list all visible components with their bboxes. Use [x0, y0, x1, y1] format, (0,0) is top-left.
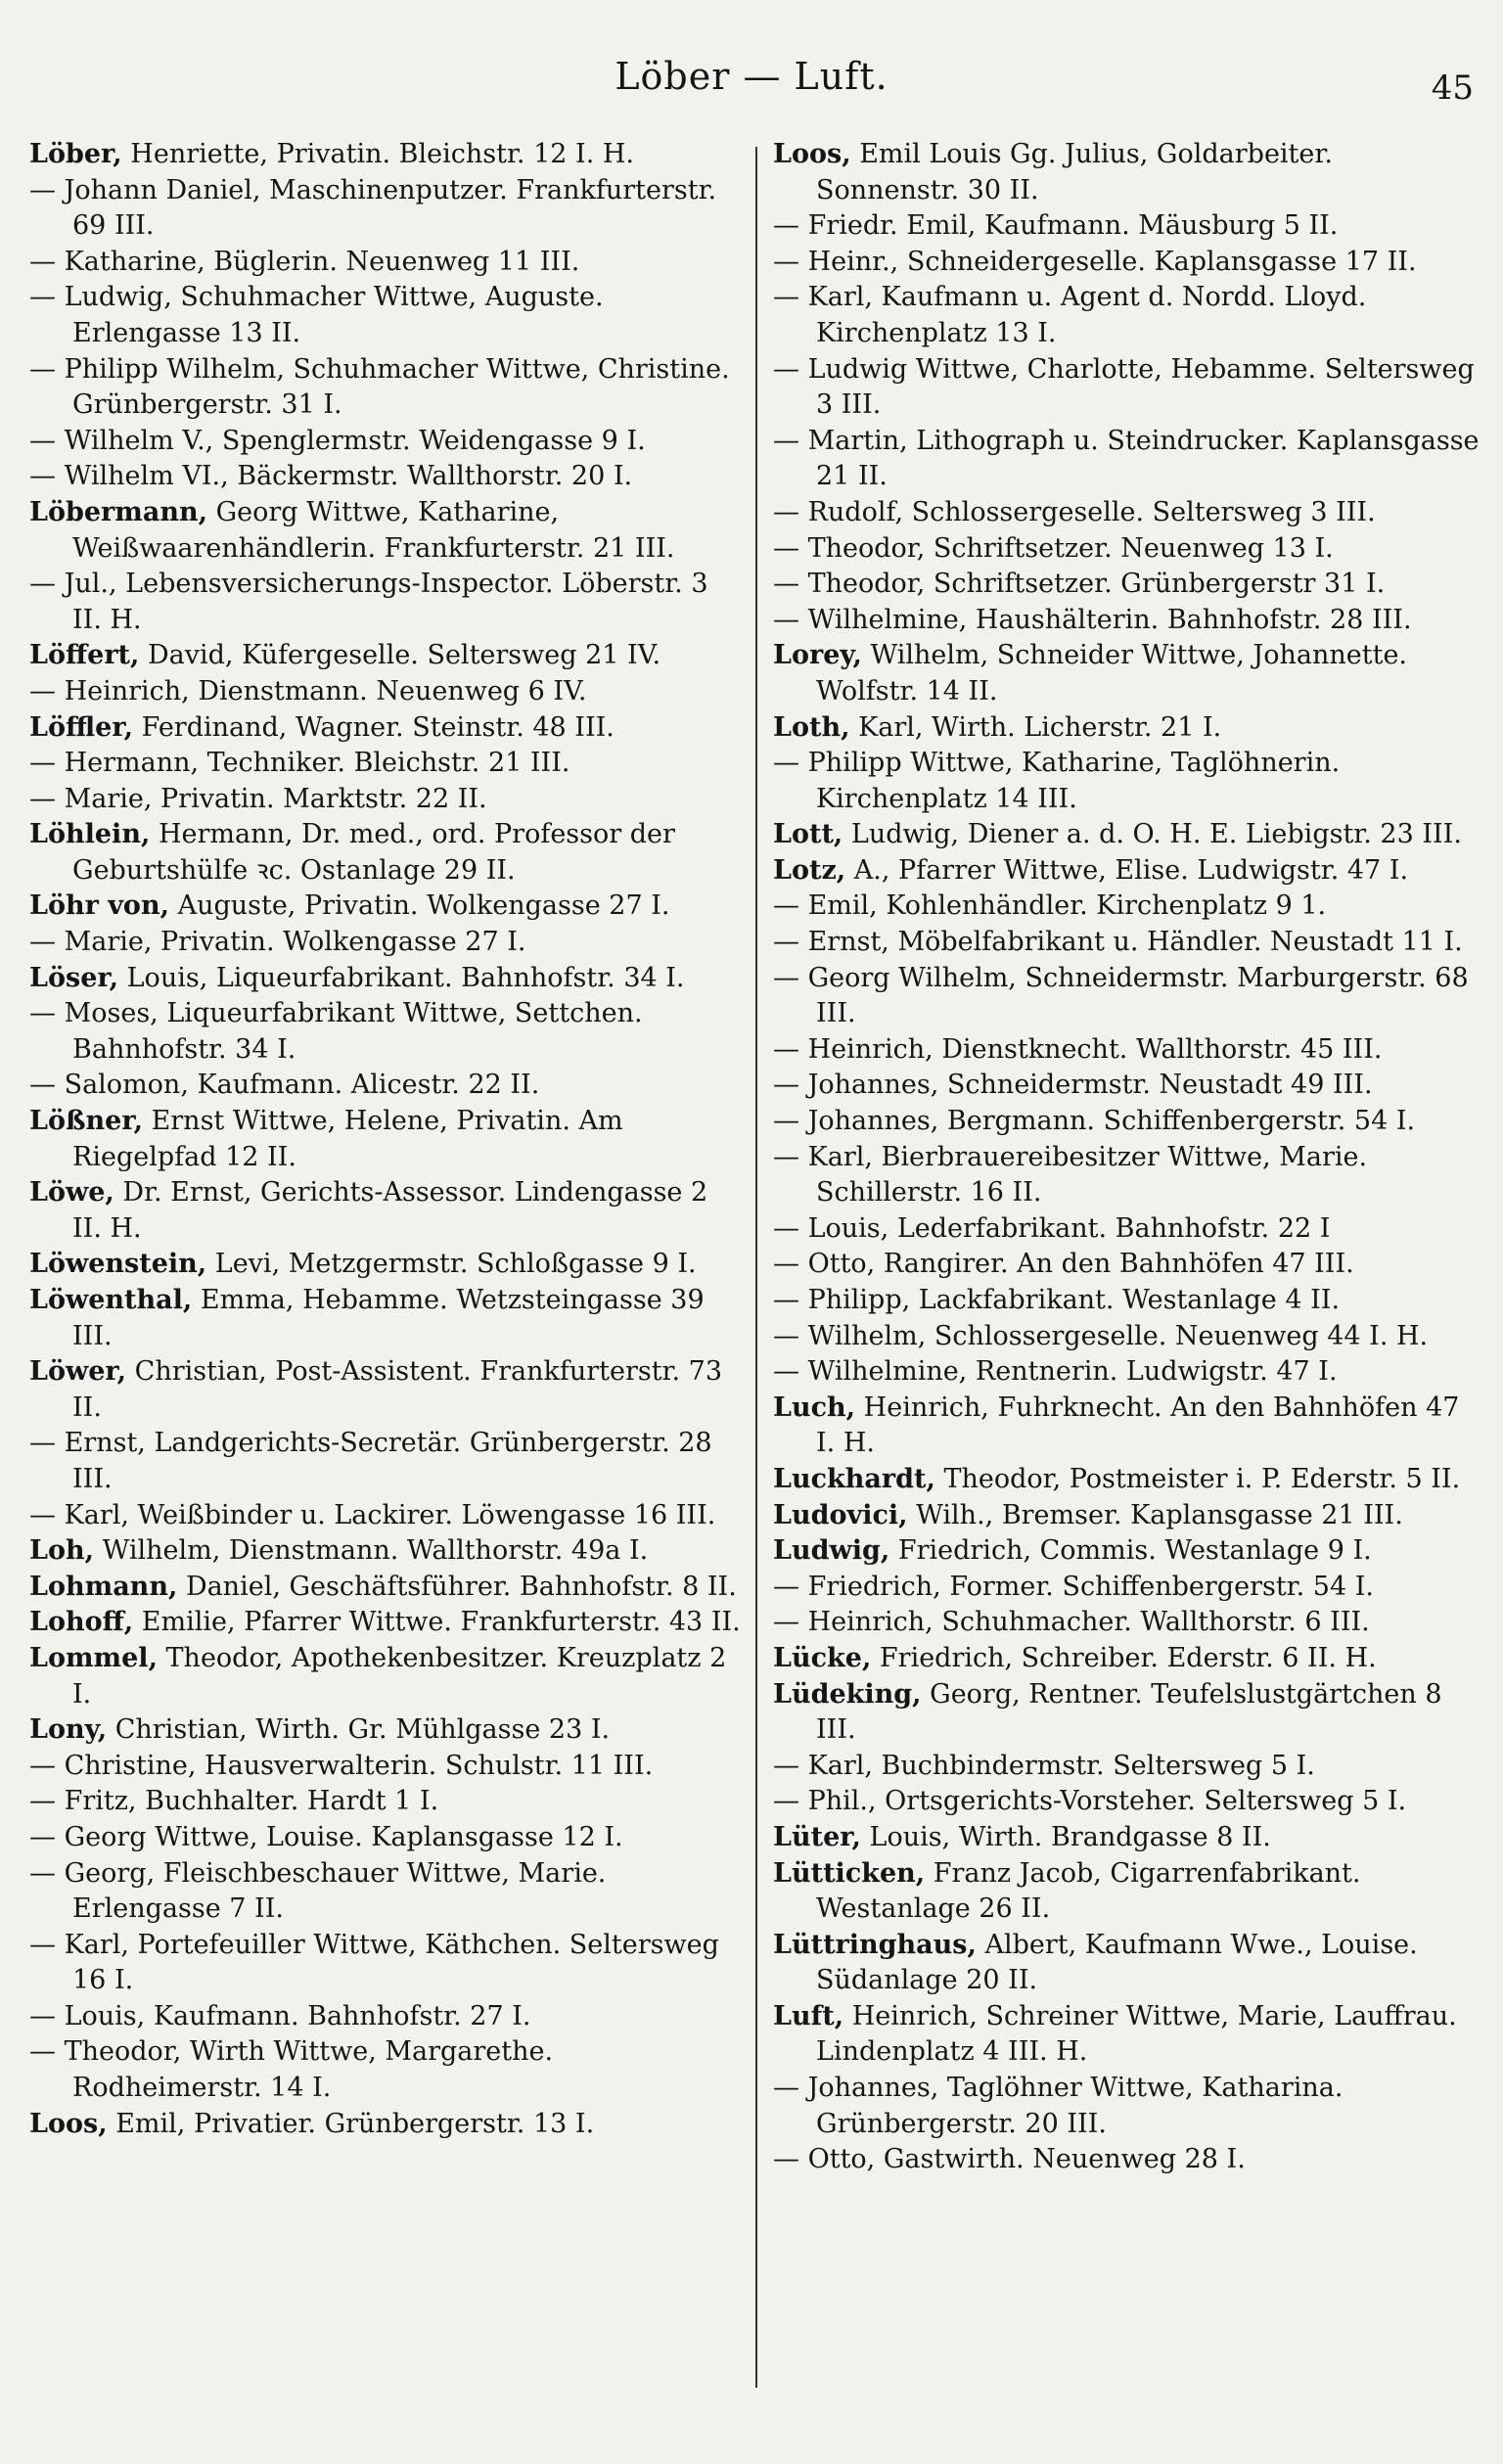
directory-entry: [773, 245, 1481, 281]
entry-details: — Wilhelmine, Haushälterin. Bahnhofstr. 28 III.: [773, 604, 1412, 635]
entry-surname: Lohmann,: [29, 1571, 178, 1602]
entry-details: — Heinrich, Dienstknecht. Wallthorstr. 45 III.: [773, 1033, 1383, 1065]
directory-entry: [773, 1283, 1481, 1319]
directory-entry: [773, 2071, 1481, 2142]
entry-details: Emil Louis Gg. Julius, Goldarbeiter. Sonnenstr. 30 II.: [816, 139, 1333, 205]
entry-details: Dr. Ernst, Gerichts-Assessor. Lindengasse 2 II. H.: [72, 1177, 708, 1244]
entry-surname: Löwe,: [29, 1177, 114, 1209]
directory-entry: [29, 137, 744, 173]
directory-entry: [773, 1104, 1481, 1140]
entry-details: Wilhelm, Schneider Wittwe, Johannette. Wolfstr. 14 II.: [816, 640, 1408, 707]
entry-surname: Löber,: [29, 139, 122, 169]
directory-entry: [773, 1570, 1481, 1606]
entry-details: — Heinr., Schneidergeselle. Kaplansgasse 17 II.: [773, 246, 1417, 277]
entry-surname: Lüdeking,: [773, 1678, 922, 1710]
directory-entry: [29, 1498, 744, 1534]
directory-entry: [773, 1211, 1481, 1248]
entry-details: — Theodor, Schriftsetzer. Grünbergerstr 31 I.: [773, 569, 1386, 600]
directory-entry: [773, 1749, 1481, 1785]
entry-details: Christian, Post-Assistent. Frankfurterstr. 73 II.: [72, 1356, 723, 1423]
entry-surname: Ludovici,: [773, 1499, 908, 1530]
entry-surname: Loth,: [773, 711, 850, 743]
directory-entry: [773, 1999, 1481, 2071]
entry-details: — Marie, Privatin. Wolkengasse 27 I.: [29, 927, 526, 958]
entry-details: — Johannes, Schneidermstr. Neustadt 49 III.: [773, 1070, 1373, 1101]
entry-details: Ludwig, Diener a. d. O. H. E. Liebigstr. 23 III.: [843, 819, 1462, 850]
directory-entry: [29, 1820, 744, 1856]
entry-details: — Hermann, Techniker. Bleichstr. 21 III.: [29, 748, 570, 779]
column-divider: [755, 147, 757, 2388]
directory-entry: [29, 746, 744, 782]
directory-entry: [773, 280, 1481, 351]
directory-entry: [773, 853, 1481, 890]
entry-details: Auguste, Privatin. Wolkengasse 27 I.: [168, 890, 670, 922]
entry-surname: Lüter,: [773, 1821, 861, 1852]
entry-details: — Emil, Kohlenhändler. Kirchenplatz 9 1.: [773, 890, 1327, 922]
directory-entry: [29, 1175, 744, 1247]
directory-entry: [773, 352, 1481, 424]
entry-details: Emma, Hebamme. Wetzsteingasse 39 III.: [72, 1285, 705, 1351]
directory-entry: [29, 1283, 744, 1354]
entry-details: Daniel, Geschäftsführer. Bahnhofstr. 8 II.: [177, 1571, 737, 1602]
entry-details: Henriette, Privatin. Bleichstr. 12 I. H.: [121, 139, 634, 169]
entry-details: — Salomon, Kaufmann. Alicestr. 22 II.: [29, 1070, 540, 1101]
entry-details: Ferdinand, Wagner. Steinstr. 48 III.: [132, 711, 615, 743]
directory-entry: [29, 817, 744, 889]
entry-surname: Lorey,: [773, 640, 862, 671]
directory-entry: [773, 531, 1481, 568]
entry-surname: Luft,: [773, 2000, 844, 2031]
directory-entry: [773, 889, 1481, 925]
entry-details: Emilie, Pfarrer Wittwe. Frankfurterstr. 43 II.: [133, 1607, 741, 1638]
entry-details: — Friedrich, Former. Schiffenbergerstr. 54 I.: [773, 1571, 1374, 1602]
entry-details: — Louis, Kaufmann. Bahnhofstr. 27 I.: [29, 2000, 531, 2031]
entry-details: — Heinrich, Schuhmacher. Wallthorstr. 6 III.: [773, 1607, 1370, 1638]
entry-surname: Ludwig,: [773, 1535, 890, 1567]
entry-details: Levi, Metzgermstr. Schloßgasse 9 I.: [206, 1249, 697, 1280]
directory-entry: [773, 603, 1481, 639]
directory-entry: [29, 1999, 744, 2035]
entry-details: — Fritz, Buchhalter. Hardt 1 I.: [29, 1786, 439, 1817]
directory-entry: [773, 1928, 1481, 1999]
directory-entry: [29, 173, 744, 245]
entry-details: Friedrich, Schreiber. Ederstr. 6 II. H.: [871, 1642, 1377, 1673]
entry-details: Heinrich, Fuhrknecht. An den Bahnhöfen 47 I. H.: [816, 1392, 1460, 1459]
directory-entry: [773, 2142, 1481, 2178]
directory-entry: [29, 1928, 744, 1999]
entry-details: Georg, Rentner. Teufelslustgärtchen 8 III.: [816, 1678, 1442, 1746]
directory-entry: [29, 996, 744, 1068]
entry-details: David, Küfergeselle. Seltersweg 21 IV.: [139, 640, 661, 671]
directory-entry: [773, 1391, 1481, 1462]
entry-details: Hermann, Dr. med., ord. Professor der Geburtshülfe ꝛc. Ostanlage 29 II.: [72, 819, 675, 886]
directory-entry: [29, 1749, 744, 1785]
directory-entry: [773, 710, 1481, 747]
entry-details: Theodor, Postmeister i. P. Ederstr. 5 II.: [934, 1463, 1461, 1494]
entry-surname: Lony,: [29, 1714, 108, 1746]
entry-details: — Katharine, Büglerin. Neuenweg 11 III.: [29, 246, 580, 277]
directory-entry: [29, 961, 744, 997]
entry-details: — Georg Wilhelm, Schneidermstr. Marburgerstr. 68 III.: [773, 962, 1469, 1029]
entry-details: — Johannes, Bergmann. Schiffenbergerstr. 54 I.: [773, 1106, 1416, 1137]
entry-details: — Philipp, Lackfabrikant. Westanlage 4 II.: [773, 1285, 1341, 1315]
running-head: Löber — Luft.: [615, 55, 888, 98]
page-header: [0, 47, 1503, 106]
entry-details: — Philipp Wittwe, Katharine, Taglöhnerin. Kirchenplatz 14 III.: [773, 748, 1341, 814]
entry-details: — Wilhelm, Schlossergeselle. Neuenweg 44 I. H.: [773, 1320, 1429, 1351]
entry-details: Emil, Privatier. Grünbergerstr. 13 I.: [107, 2108, 595, 2139]
directory-entry: [773, 1498, 1481, 1534]
entry-surname: Loos,: [773, 139, 851, 169]
directory-entry: [773, 1319, 1481, 1355]
directory-entry: [29, 2107, 744, 2143]
entry-details: Friedrich, Commis. Westanlage 9 I.: [889, 1535, 1372, 1567]
entry-details: — Karl, Buchbindermstr. Seltersweg 5 I.: [773, 1750, 1315, 1781]
entry-details: — Louis, Lederfabrikant. Bahnhofstr. 22 I: [773, 1212, 1331, 1244]
entry-details: — Ernst, Möbelfabrikant u. Händler. Neustadt 11 I.: [773, 927, 1463, 958]
entry-details: — Johannes, Taglöhner Wittwe, Katharina. Grünbergerstr. 20 III.: [773, 2073, 1344, 2139]
directory-entry: [773, 1856, 1481, 1928]
entry-details: Louis, Wirth. Brandgasse 8 II.: [860, 1821, 1271, 1852]
directory-entry: [29, 1856, 744, 1928]
directory-entry: [29, 1641, 744, 1712]
directory-entry: [29, 1605, 744, 1641]
entry-surname: Lohoff,: [29, 1607, 134, 1638]
entry-surname: Lößner,: [29, 1106, 143, 1137]
directory-entry: [29, 245, 744, 281]
directory-entry: [773, 208, 1481, 245]
directory-entry: [773, 1462, 1481, 1498]
entry-details: — Karl, Kaufmann u. Agent d. Nordd. Lloyd. Kirchenplatz 13 I.: [773, 282, 1367, 348]
directory-entry: [773, 961, 1481, 1032]
entry-details: — Otto, Gastwirth. Neuenweg 28 I.: [773, 2144, 1246, 2175]
directory-entry: [29, 495, 744, 567]
directory-entry: [773, 1820, 1481, 1856]
entry-surname: Lütticken,: [773, 1857, 926, 1889]
entry-surname: Lüttringhaus,: [773, 1929, 977, 1960]
directory-entry: [29, 674, 744, 710]
directory-entry: [29, 782, 744, 818]
entry-surname: Löffler,: [29, 711, 133, 743]
directory-entry: [773, 1068, 1481, 1104]
entry-details: Christian, Wirth. Gr. Mühlgasse 23 I.: [107, 1714, 611, 1746]
entry-details: — Heinrich, Dienstmann. Neuenweg 6 IV.: [29, 675, 587, 707]
entry-details: A., Pfarrer Wittwe, Elise. Ludwigstr. 47 I.: [845, 854, 1409, 886]
directory-entry: [773, 424, 1481, 495]
entry-details: — Theodor, Schriftsetzer. Neuenweg 13 I.: [773, 532, 1334, 564]
directory-entry: [29, 1712, 744, 1749]
entry-surname: Lücke,: [773, 1642, 872, 1673]
entry-surname: Luckhardt,: [773, 1463, 935, 1494]
entry-surname: Löwenstein,: [29, 1249, 207, 1280]
directory-entry: [29, 1426, 744, 1497]
directory-entry: [29, 1354, 744, 1426]
entry-details: — Rudolf, Schlossergeselle. Seltersweg 3 III.: [773, 496, 1376, 527]
entry-surname: Lotz,: [773, 854, 846, 886]
directory-entry: [773, 925, 1481, 961]
entry-surname: Löwer,: [29, 1356, 127, 1388]
directory-entry: [29, 567, 744, 638]
entry-details: Louis, Liqueurfabrikant. Bahnhofstr. 34 I.: [118, 962, 685, 993]
directory-entry: [773, 1354, 1481, 1391]
directory-entry: [29, 2034, 744, 2106]
directory-entry: [29, 424, 744, 460]
entry-details: — Christine, Hausverwalterin. Schulstr. 11 III.: [29, 1750, 654, 1781]
directory-entry: [29, 925, 744, 961]
entry-details: Albert, Kaufmann Wwe., Louise. Südanlage 20 II.: [816, 1929, 1418, 1996]
entry-details: Wilhelm, Dienstmann. Wallthorstr. 49a I.: [94, 1535, 649, 1567]
entry-details: Wilh., Bremser. Kaplansgasse 21 III.: [907, 1499, 1403, 1530]
entry-details: — Philipp Wilhelm, Schuhmacher Wittwe, Christine. Grünbergerstr. 31 I.: [29, 353, 730, 421]
right-column: [773, 137, 1481, 2417]
page-number: 45: [1431, 68, 1474, 108]
directory-entry: [29, 710, 744, 747]
entry-surname: Luch,: [773, 1392, 856, 1423]
directory-entry: [29, 638, 744, 674]
directory-entry: [29, 280, 744, 351]
directory-entry: [29, 352, 744, 424]
entry-details: — Johann Daniel, Maschinenputzer. Frankfurterstr. 69 III.: [29, 174, 717, 242]
directory-entry: [773, 495, 1481, 531]
directory-entry: [29, 1104, 744, 1175]
entry-details: — Marie, Privatin. Marktstr. 22 II.: [29, 783, 487, 814]
directory-entry: [773, 1784, 1481, 1820]
entry-details: — Karl, Portefeuiller Wittwe, Käthchen. Seltersweg 16 I.: [29, 1929, 719, 1996]
entry-surname: Löwenthal,: [29, 1285, 193, 1315]
directory-entry: [29, 1247, 744, 1283]
entry-details: Georg Wittwe, Katharine, Weißwaarenhändlerin. Frankfurterstr. 21 III.: [72, 496, 675, 564]
entry-details: — Georg Wittwe, Louise. Kaplansgasse 12 I.: [29, 1821, 623, 1852]
entry-details: Theodor, Apothekenbesitzer. Kreuzplatz 2 I.: [72, 1642, 727, 1710]
entry-details: — Martin, Lithograph u. Steindrucker. Kaplansgasse 21 II.: [773, 425, 1480, 492]
entry-details: — Otto, Rangirer. An den Bahnhöfen 47 III.: [773, 1249, 1354, 1280]
entry-details: — Theodor, Wirth Wittwe, Margarethe. Rodheimerstr. 14 I.: [29, 2036, 554, 2104]
entry-details: — Ernst, Landgerichts-Secretär. Grünbergerstr. 28 III.: [29, 1428, 712, 1494]
directory-entry: [773, 1533, 1481, 1570]
left-column: [29, 137, 744, 2417]
entry-details: — Wilhelmine, Rentnerin. Ludwigstr. 47 I.: [773, 1356, 1338, 1388]
entry-details: — Karl, Bierbrauereibesitzer Wittwe, Marie. Schillerstr. 16 II.: [773, 1141, 1368, 1209]
entry-details: — Wilhelm V., Spenglermstr. Weidengasse 9 I.: [29, 425, 646, 456]
entry-details: — Friedr. Emil, Kaufmann. Mäusburg 5 II.: [773, 210, 1339, 242]
directory-entry: [29, 1533, 744, 1570]
directory-entry: [773, 1032, 1481, 1069]
directory-entry: [773, 638, 1481, 709]
directory-entry: [773, 1677, 1481, 1749]
entry-details: Franz Jacob, Cigarrenfabrikant. Westanlage 26 II.: [816, 1857, 1361, 1925]
entry-details: — Phil., Ortsgerichts-Vorsteher. Seltersweg 5 I.: [773, 1786, 1407, 1817]
directory-entry: [29, 1068, 744, 1104]
entry-details: — Wilhelm VI., Bäckermstr. Wallthorstr. 20 I.: [29, 461, 633, 492]
entry-details: — Ludwig Wittwe, Charlotte, Hebamme. Seltersweg 3 III.: [773, 353, 1475, 421]
entry-details: Ernst Wittwe, Helene, Privatin. Am Riegelpfad 12 II.: [72, 1106, 623, 1172]
directory-entry: [29, 1570, 744, 1606]
directory-entry: [773, 1247, 1481, 1283]
entry-surname: Löffert,: [29, 640, 140, 671]
entry-surname: Löbermann,: [29, 496, 207, 527]
entry-surname: Löhlein,: [29, 819, 151, 850]
directory-entry: [773, 1140, 1481, 1211]
entry-details: — Karl, Weißbinder u. Lackirer. Löwengasse 16 III.: [29, 1499, 716, 1530]
entry-details: — Ludwig, Schuhmacher Wittwe, Auguste. Erlengasse 13 II.: [29, 282, 604, 348]
directory-entry: [773, 817, 1481, 853]
entry-details: — Moses, Liqueurfabrikant Wittwe, Settchen. Bahnhofstr. 34 I.: [29, 998, 643, 1065]
entry-surname: Lott,: [773, 819, 843, 850]
entry-surname: Löser,: [29, 962, 119, 993]
entry-details: Karl, Wirth. Licherstr. 21 I.: [849, 711, 1222, 743]
entry-surname: Loh,: [29, 1535, 95, 1567]
directory-entry: [773, 567, 1481, 603]
entry-surname: Lommel,: [29, 1642, 158, 1673]
entry-surname: Loos,: [29, 2108, 108, 2139]
entry-details: — Jul., Lebensversicherungs-Inspector. Löberstr. 3 II. H.: [29, 569, 708, 635]
directory-entry: [29, 889, 744, 925]
directory-entry: [773, 1641, 1481, 1677]
directory-entry: [29, 459, 744, 495]
entry-surname: Löhr von,: [29, 890, 169, 922]
directory-entry: [773, 1605, 1481, 1641]
directory-entry: [773, 137, 1481, 208]
entry-details: — Georg, Fleischbeschauer Wittwe, Marie. Erlengasse 7 II.: [29, 1857, 607, 1925]
directory-entry: [29, 1784, 744, 1820]
directory-entry: [773, 746, 1481, 817]
entry-details: Heinrich, Schreiner Wittwe, Marie, Lauffrau. Lindenplatz 4 III. H.: [816, 2000, 1457, 2068]
